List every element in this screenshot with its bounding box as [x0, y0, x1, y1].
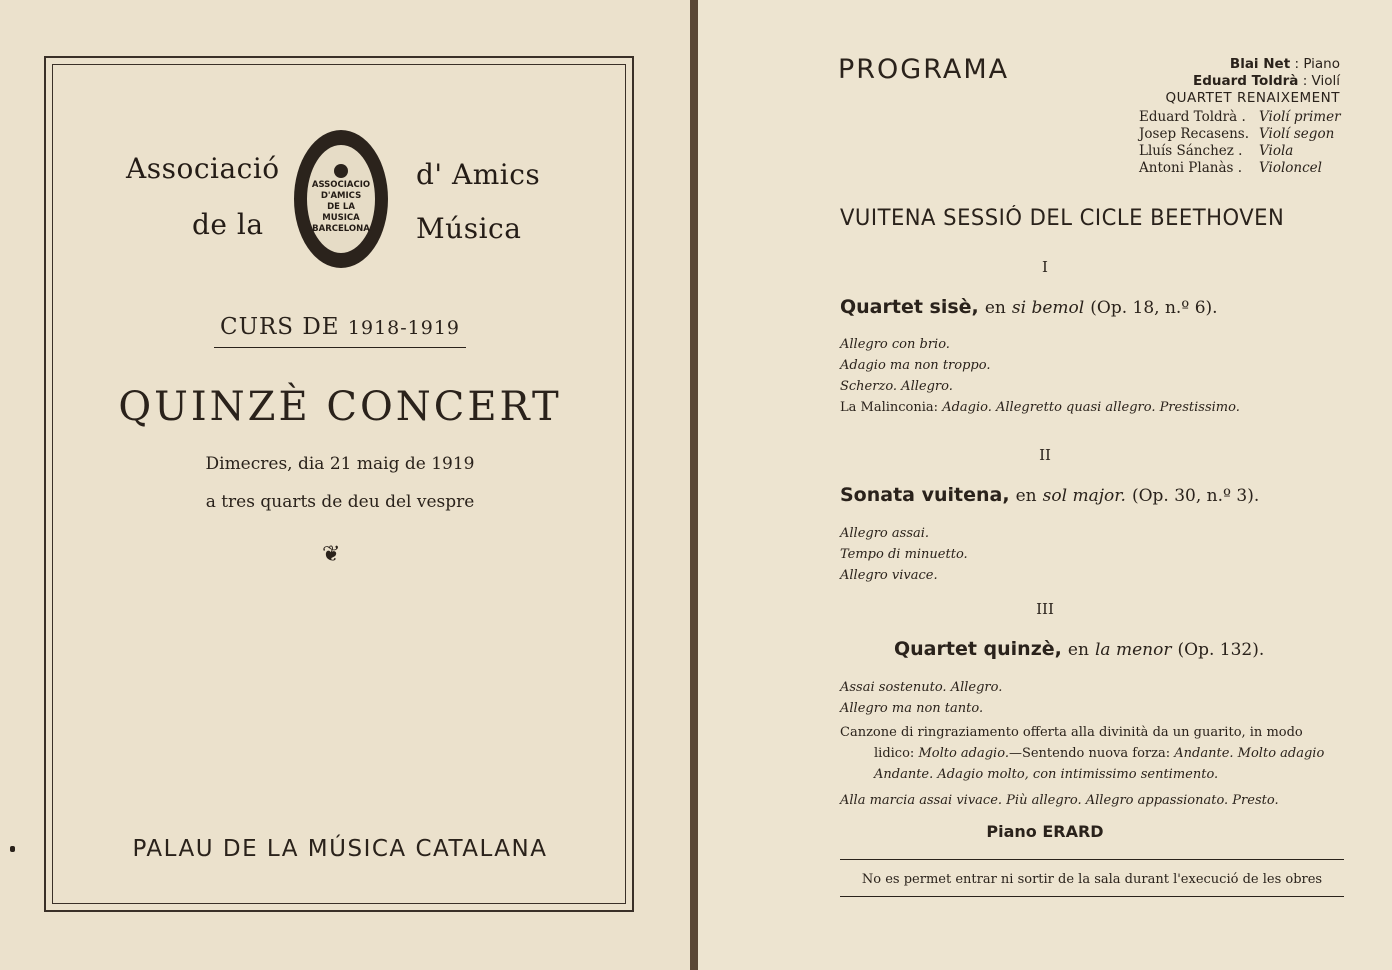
concert-date: Dimecres, dia 21 maig de 1919 — [205, 454, 475, 474]
canzone-movement — [840, 722, 1344, 785]
canzone-line: Canzone di ringraziamento offerta alla divinità da un guarito, in modo — [840, 725, 1303, 740]
work-name: Quartet quinzè, — [894, 638, 1062, 660]
seal-emblem-icon — [334, 164, 348, 178]
performers-list — [1166, 56, 1340, 107]
movement-extra-label: La Malinconia: — [840, 400, 939, 415]
quartet-members-list — [1139, 109, 1341, 177]
movements-list — [840, 677, 1002, 719]
part-numeral: I — [1042, 258, 1048, 276]
page-mark — [10, 846, 15, 852]
movement-extra-text: Adagio. Allegretto quasi allegro. Prestissimo. — [942, 400, 1240, 415]
piano-credit: Piano ERARD — [986, 822, 1104, 841]
work-key: la menor — [1094, 640, 1172, 660]
movement: Allegro vivace. — [840, 568, 938, 583]
movements-list — [840, 334, 1240, 418]
canzone-tempo: Andante. Molto adagio — [1174, 746, 1325, 761]
left-page-cover — [0, 0, 690, 970]
canzone-text: lidico: — [874, 746, 915, 761]
association-name-line1-right: d' Amics — [416, 158, 541, 191]
movement: Tempo di minuetto. — [840, 547, 968, 562]
quartet-member-row — [1139, 160, 1341, 177]
work-opus: (Op. 30, n.º 3). — [1131, 486, 1260, 506]
seal-text-line: DE LA — [327, 201, 355, 212]
canzone-text: —Sentendo nuova forza: — [1008, 746, 1171, 761]
venue-name: PALAU DE LA MÚSICA CATALANA — [132, 836, 548, 862]
movement: Scherzo. Allegro. — [840, 379, 953, 394]
course-underline — [214, 347, 466, 348]
work-en: en — [1015, 486, 1037, 506]
hall-notice: No es permet entrar ni sortir de la sala durant l'execució de les obres — [861, 872, 1323, 887]
quartet-member-row — [1139, 109, 1341, 126]
member-name: Antoni Planàs . — [1139, 160, 1243, 176]
movement: Allegro con brio. — [840, 337, 950, 352]
performer-role: Piano — [1303, 56, 1340, 72]
movement: Adagio ma non troppo. — [840, 358, 991, 373]
movement: Alla marcia assai vivace. Più allegro. Allegro appassionato. Presto. — [840, 793, 1279, 808]
seal-text-line: D'AMICS — [320, 190, 362, 201]
member-role: Viola — [1259, 143, 1294, 159]
member-name: Eduard Toldrà . — [1139, 109, 1246, 125]
member-name: Josep Recasens. — [1139, 126, 1249, 142]
session-title: VUITENA SESSIÓ DEL CICLE BEETHOVEN — [840, 206, 1285, 231]
work-en: en — [1067, 640, 1089, 660]
work-opus: (Op. 132). — [1177, 640, 1265, 660]
quartet-member-row — [1139, 126, 1341, 143]
course-years: 1918-1919 — [347, 317, 461, 339]
part-numeral: III — [1036, 600, 1054, 618]
notice-bottom-rule — [840, 896, 1344, 897]
movements-list — [840, 523, 968, 586]
canzone-line: Andante. Adagio molto, con intimissimo sentimento. — [874, 767, 1219, 782]
work-title — [840, 484, 1259, 506]
association-name-line1-left: Associació — [126, 152, 280, 185]
work-opus: (Op. 18, n.º 6). — [1090, 298, 1218, 318]
quartet-member-row — [1139, 143, 1341, 160]
work-key: sol major. — [1042, 486, 1126, 506]
notice-top-rule — [840, 859, 1344, 860]
member-role: Violoncel — [1259, 160, 1322, 176]
association-seal-logo — [294, 130, 388, 268]
part-numeral: II — [1039, 446, 1051, 464]
quartet-name: QUARTET RENAIXEMENT — [1165, 90, 1340, 106]
movement: Allegro ma non tanto. — [840, 701, 984, 716]
book-spine-gutter — [690, 0, 698, 970]
member-name: Lluís Sánchez . — [1139, 143, 1243, 159]
work-key: si bemol — [1011, 298, 1085, 318]
work-en: en — [984, 298, 1006, 318]
work-title — [894, 638, 1264, 660]
concert-time: a tres quarts de deu del vespre — [205, 492, 475, 512]
movement: Allegro assai. — [840, 526, 930, 541]
program-heading: PROGRAMA — [838, 54, 1010, 85]
movement: Assai sostenuto. Allegro. — [840, 680, 1003, 695]
member-role: Violí primer — [1259, 109, 1341, 125]
seal-text-line: BARCELONA — [312, 223, 370, 234]
seal-text-line: MUSICA — [322, 212, 360, 223]
course-label: CURS DE — [219, 314, 340, 340]
performer-row: Eduard Toldrà : Violí — [1193, 73, 1340, 89]
performer-name: Blai Net — [1229, 56, 1291, 72]
association-name-line2-left: de la — [192, 208, 264, 241]
association-name-line2-right: Música — [416, 212, 522, 245]
canzone-tempo: Molto adagio. — [918, 746, 1009, 761]
right-page-program — [698, 0, 1392, 970]
work-name: Sonata vuitena, — [840, 484, 1010, 506]
work-name: Quartet sisè, — [840, 296, 979, 318]
performer-row: Blai Net : Piano — [1229, 56, 1340, 72]
course-line — [214, 314, 466, 340]
movement-extra — [840, 397, 1240, 418]
member-role: Violí segon — [1259, 126, 1335, 142]
canzone-line — [840, 743, 1344, 764]
concert-title: QUINZÈ CONCERT — [118, 384, 562, 430]
performer-name: Eduard Toldrà — [1193, 73, 1299, 89]
work-title — [840, 296, 1218, 318]
performer-role: Violí — [1311, 73, 1340, 89]
floral-ornament-icon: ❦ — [322, 542, 341, 567]
seal-text-line: ASSOCIACIO — [311, 179, 371, 190]
